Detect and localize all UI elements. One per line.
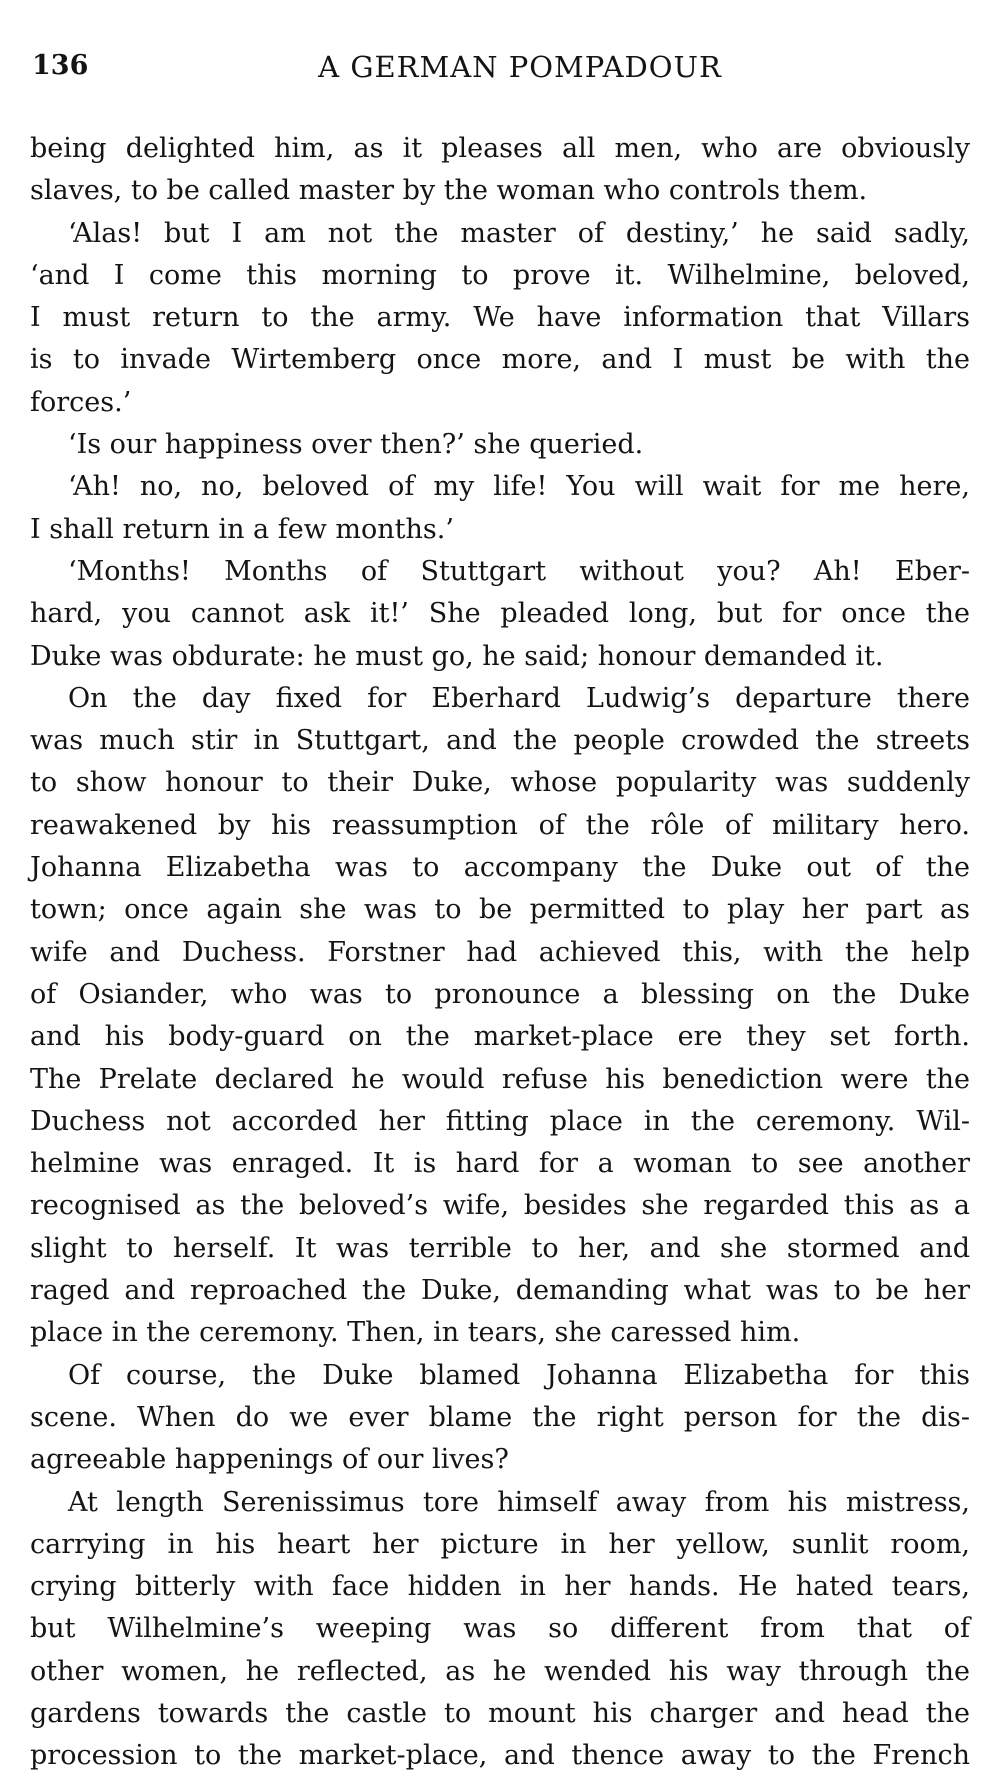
text-line: being delighted him, as it pleases all men, who are obviously xyxy=(30,133,970,164)
text-line: hard, you cannot ask it!’ She pleaded long, but for once the xyxy=(30,598,970,630)
text-line: scene. When do we ever blame the right person for the dis- xyxy=(30,1401,970,1433)
text-line: Johanna Elizabetha was to accompany the Duke out of the xyxy=(30,852,970,884)
text-line: reawakened by his reassumption of the rôle of military hero. xyxy=(30,809,970,841)
text-line: place in the ceremony. Then, in tears, she caressed him. xyxy=(30,1317,801,1349)
text-line: and his body-guard on the market-place ere they set forth. xyxy=(30,1021,970,1053)
text-line: recognised as the beloved’s wife, besides she regarded this as a xyxy=(30,1190,970,1222)
text-line: procession to the market-place, and thence away to the French xyxy=(30,1740,970,1772)
text-line: ‘Ah! no, no, beloved of my life! You will wait for me here, xyxy=(68,471,970,503)
text-line: ‘Is our happiness over then?’ she queried. xyxy=(68,429,644,461)
text-line: agreeable happenings of our lives? xyxy=(30,1444,509,1476)
running-title: A GERMAN POMPADOUR xyxy=(318,50,722,84)
text-line: ‘Alas! but I am not the master of destiny,’ he said sadly, xyxy=(68,217,970,249)
text-line: raged and reproached the Duke, demanding what was to be her xyxy=(30,1275,970,1307)
text-line: slaves, to be called master by the woman who controls them. xyxy=(30,175,868,207)
text-line: I shall return in a few months.’ xyxy=(30,513,454,545)
text-line: Duchess not accorded her fitting place in the ceremony. Wil- xyxy=(30,1105,970,1137)
text-line: Duke was obdurate: he must go, he said; honour demanded it. xyxy=(30,640,884,672)
text-line: slight to herself. It was terrible to her, and she stormed and xyxy=(30,1232,970,1264)
text-line: forces.’ xyxy=(30,386,132,418)
body-text xyxy=(30,128,970,1778)
text-line: On the day fixed for Eberhard Ludwig’s departure there xyxy=(68,682,970,714)
running-head xyxy=(30,42,970,92)
text-line: ‘Months! Months of Stuttgart without you? Ah! Eber- xyxy=(68,555,970,587)
text-line: town; once again she was to be permitted to play her part as xyxy=(30,894,970,926)
text-line: carrying in his heart her picture in her yellow, sunlit room, xyxy=(30,1528,970,1560)
text-line: At length Serenissimus tore himself away from his mistress, xyxy=(68,1486,970,1518)
text-line: gardens towards the castle to mount his charger and head the xyxy=(30,1697,970,1729)
page-number: 136 xyxy=(32,50,89,81)
text-line: crying bitterly with face hidden in her hands. He hated tears, xyxy=(30,1571,970,1603)
text-line: was much stir in Stuttgart, and the people crowded the streets xyxy=(30,725,970,757)
text-line: wife and Duchess. Forstner had achieved this, with the help xyxy=(30,936,970,968)
text-line: other women, he reflected, as he wended his way through the xyxy=(30,1655,970,1687)
text-line: helmine was enraged. It is hard for a woman to see another xyxy=(30,1148,970,1180)
text-line: The Prelate declared he would refuse his benediction were the xyxy=(30,1063,970,1095)
text-line: to show honour to their Duke, whose popularity was suddenly xyxy=(30,767,970,799)
text-line: is to invade Wirtemberg once more, and I must be with the xyxy=(30,344,970,376)
text-line: of Osiander, who was to pronounce a blessing on the Duke xyxy=(30,978,970,1010)
text-line: but Wilhelmine’s weeping was so different from that of xyxy=(30,1613,970,1645)
text-line: ‘and I come this morning to prove it. Wilhelmine, beloved, xyxy=(30,259,970,291)
text-line: Of course, the Duke blamed Johanna Elizabetha for this xyxy=(68,1359,970,1391)
text-line: I must return to the army. We have information that Villars xyxy=(30,302,970,334)
